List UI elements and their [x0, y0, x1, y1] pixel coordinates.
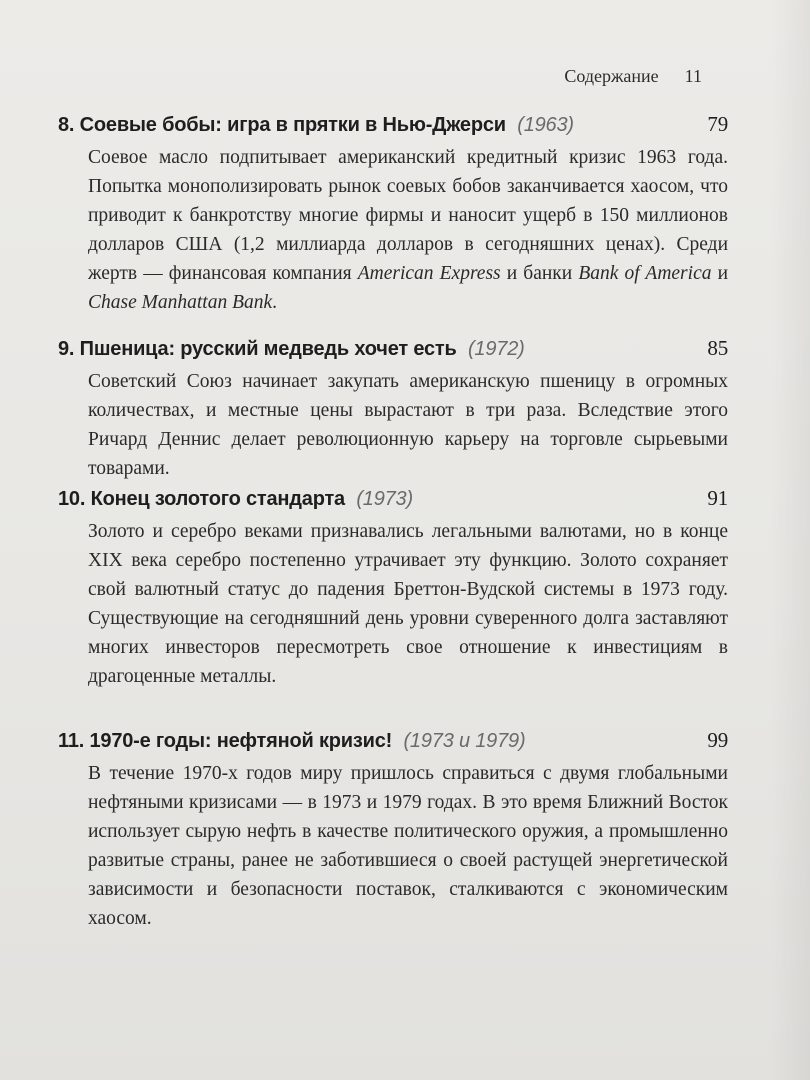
company-name: Bank of America	[578, 263, 712, 284]
entry-page-number: 91	[707, 486, 728, 510]
running-head-page-number: 11	[684, 66, 702, 86]
entry-title: Соевые бобы: игра в прятки в Нью-Джерси	[79, 114, 506, 136]
desc-text: .	[272, 292, 278, 313]
entry-number: 8.	[58, 114, 75, 136]
entry-title: Конец золотого стандарта	[90, 488, 345, 510]
entry-number: 11.	[58, 730, 85, 752]
desc-text: и	[711, 263, 729, 284]
company-name: American Express	[357, 263, 501, 284]
toc-entry-9	[58, 336, 728, 483]
company-name: Chase Manhattan Bank	[88, 292, 273, 313]
entry-page-number: 85	[707, 336, 728, 360]
entry-page-number: 99	[707, 728, 728, 752]
entry-heading	[58, 336, 728, 361]
toc-entry-11	[58, 728, 728, 933]
entry-description: Золото и серебро веками признавались легальными валютами, но в конце XIX века серебро постепенно утрачивает эту функцию. Золото сохраняет свой валютный статус до падения Бреттон-Вудской системы в 1973 году. Существующие на сегодняшний день уровни суверенного долга заставляют многих инвесторов пересмотреть свое отношение к инвестициям в драгоценные металлы.	[88, 521, 728, 687]
running-head-section: Содержание	[564, 66, 659, 86]
entry-year: (1973)	[356, 488, 413, 510]
running-head	[564, 66, 702, 87]
entry-year: (1973 и 1979)	[403, 730, 526, 752]
entry-heading	[58, 728, 728, 753]
entry-description: В течение 1970-х годов миру пришлось справиться с двумя глобальными нефтяными кризисами — в 1973 и 1979 годах. В это время Ближний Восток использует сырую нефть в качестве политического оружия, а промышленно развитые страны, ранее не заботившиеся о своей растущей энергетической зависимости и безопасности поставок, сталкиваются с экономическим хаосом.	[88, 763, 728, 929]
page-edge-shadow	[770, 0, 810, 1080]
desc-text: Соевое масло подпитывает американский кредитный кризис 1963 года. Попытка монополизировать рынок соевых бобов заканчивается хаосом, что приводит к банкротству многие фирмы и наносит ущерб в 150 миллионов долларов США (1,2 миллиарда долларов в сегодняшних ценах). Среди жертв — финансовая компания	[88, 147, 728, 284]
entry-year: (1963)	[517, 114, 574, 136]
entry-title: Пшеница: русский медведь хочет есть	[79, 338, 457, 360]
entry-year: (1972)	[467, 338, 525, 360]
entry-number: 9.	[58, 338, 75, 360]
toc-entry-8	[58, 112, 728, 317]
entry-number: 10.	[58, 488, 86, 510]
entry-heading	[58, 112, 728, 137]
entry-title: 1970-е годы: нефтяной кризис!	[89, 730, 393, 752]
desc-text: и банки	[500, 263, 579, 284]
toc-entry-10	[58, 486, 728, 691]
entry-heading	[58, 486, 728, 511]
entry-description	[88, 143, 728, 317]
entry-page-number: 79	[707, 112, 728, 136]
entry-description: Советский Союз начинает закупать американскую пшеницу в огромных количествах, и местные цены вырастают в три раза. Вследствие этого Ричард Деннис делает революционную карьеру на торговле сырьевыми товарами.	[88, 371, 728, 479]
